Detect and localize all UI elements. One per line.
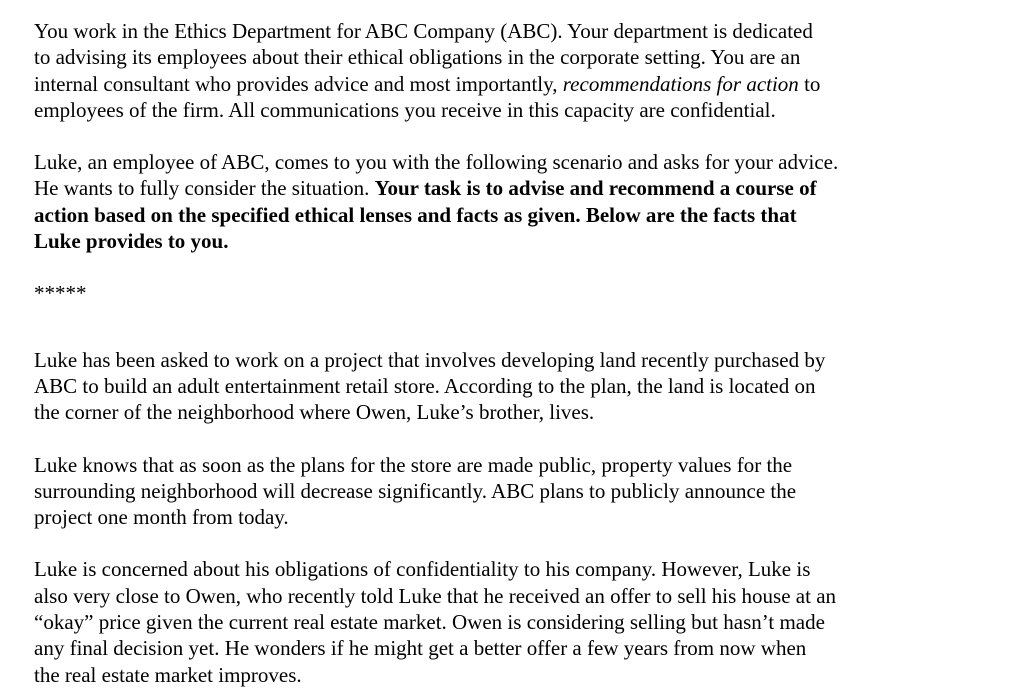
intro-line-3-end: to [798, 71, 821, 96]
facts-2-line-1: Luke knows that as soon as the plans for the store are made public, property values for the [34, 452, 793, 477]
request-task-bold-1: Your task is to advise and recommend a course of [374, 176, 817, 201]
facts-2-line-3: project one month from today. [34, 505, 289, 530]
facts-3-line-1: Luke is concerned about his obligations of confidentiality to his company. However, Luke is [34, 557, 811, 582]
intro-line-3-start: internal consultant who provides advice and most importantly, [34, 71, 563, 96]
facts-paragraph-2 [34, 452, 1014, 531]
intro-emphasis: recommendations for action [562, 71, 799, 96]
facts-paragraph-1 [34, 347, 1014, 426]
request-line-1: Luke, an employee of ABC, comes to you with the following scenario and asks for your advice. [34, 150, 839, 175]
facts-1-line-1: Luke has been asked to work on a project that involves developing land recently purchased by [34, 347, 826, 372]
request-task-bold-2: action based on the specified ethical lenses and facts as given. Below are the facts that [34, 202, 797, 227]
request-task-bold-3: Luke provides to you. [34, 229, 229, 254]
intro-line-2: to advising its employees about their ethical obligations in the corporate setting. You are an [34, 45, 801, 70]
intro-paragraph [34, 18, 1014, 123]
facts-paragraph-3 [34, 556, 1014, 687]
facts-1-line-3: the corner of the neighborhood where Owen, Luke’s brother, lives. [34, 400, 595, 425]
intro-line-4: employees of the firm. All communications you receive in this capacity are confidential. [34, 97, 776, 122]
facts-3-line-3: “okay” price given the current real estate market. Owen is considering selling but hasn’t made [34, 610, 825, 635]
facts-1-line-2: ABC to build an adult entertainment retail store. According to the plan, the land is located on [34, 373, 816, 398]
request-paragraph [34, 149, 1014, 254]
intro-line-1: You work in the Ethics Department for ABC Company (ABC). Your department is dedicated [34, 19, 813, 43]
facts-3-line-5: the real estate market improves. [34, 662, 302, 687]
facts-2-line-2: surrounding neighborhood will decrease significantly. ABC plans to publicly announce the [34, 478, 797, 503]
facts-3-line-4: any final decision yet. He wonders if he might get a better offer a few years from now when [34, 636, 807, 661]
request-line-2-start: He wants to fully consider the situation. [34, 176, 375, 201]
facts-3-line-2: also very close to Owen, who recently told Luke that he received an offer to sell his house at an [34, 583, 837, 608]
document-body [34, 18, 1014, 688]
section-separator: ***** [34, 281, 87, 306]
